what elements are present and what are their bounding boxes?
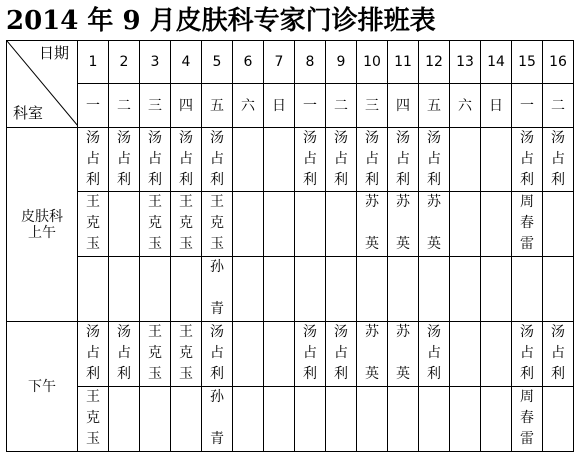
doctor-name: 汤 占 利: [86, 130, 100, 188]
schedule-cell: [419, 387, 450, 452]
schedule-cell: [264, 257, 295, 322]
schedule-cell: [512, 128, 543, 192]
weekday-cell: 五: [202, 84, 233, 128]
day-number-cell: 14: [481, 41, 512, 84]
day-number-cell: 3: [140, 41, 171, 84]
doctor-name: 汤 占 利: [551, 130, 565, 188]
schedule-cell: [202, 192, 233, 257]
schedule-cell: [450, 257, 481, 322]
doctor-name: 王 克 玉: [148, 194, 162, 252]
doctor-name: 孙 青: [210, 389, 224, 447]
weekday-cell: 三: [140, 84, 171, 128]
schedule-cell: [264, 192, 295, 257]
schedule-cell: [295, 257, 326, 322]
schedule-cell: [326, 257, 357, 322]
weekday-cell: 五: [419, 84, 450, 128]
schedule-cell: [202, 128, 233, 192]
schedule-cell: [481, 128, 512, 192]
schedule-cell: [326, 128, 357, 192]
doctor-name: 汤 占 利: [334, 324, 348, 382]
doctor-name: 汤 占 利: [148, 130, 162, 188]
weekday-cell: 二: [109, 84, 140, 128]
schedule-cell: [202, 322, 233, 387]
schedule-cell: [481, 257, 512, 322]
schedule-cell: [450, 322, 481, 387]
schedule-cell: [419, 257, 450, 322]
doctor-name: 周 春 雷: [520, 194, 534, 252]
schedule-cell: [264, 322, 295, 387]
day-number-cell: 16: [543, 41, 574, 84]
doctor-name: 汤 占 利: [520, 324, 534, 382]
schedule-cell: [512, 322, 543, 387]
schedule-cell: [388, 128, 419, 192]
schedule-cell: [357, 128, 388, 192]
schedule-cell: [78, 192, 109, 257]
schedule-cell: [543, 192, 574, 257]
day-number-cell: 6: [233, 41, 264, 84]
day-number-cell: 4: [171, 41, 202, 84]
weekday-cell: 三: [357, 84, 388, 128]
schedule-cell: [233, 128, 264, 192]
weekday-cell: 二: [326, 84, 357, 128]
doctor-name: 苏 英: [396, 194, 410, 252]
weekday-header-row: [7, 84, 574, 128]
doctor-name: 汤 占 利: [86, 324, 100, 382]
doctor-name: 汤 占 利: [396, 130, 410, 188]
schedule-cell: [109, 128, 140, 192]
doctor-name: 王 克 玉: [179, 194, 193, 252]
corner-header-cell: [7, 41, 78, 128]
schedule-cell: [202, 257, 233, 322]
dept-header-label: 科室: [13, 104, 44, 122]
schedule-cell: [450, 387, 481, 452]
weekday-cell: 日: [481, 84, 512, 128]
schedule-cell: [140, 322, 171, 387]
schedule-cell: [295, 192, 326, 257]
day-number-cell: 10: [357, 41, 388, 84]
schedule-cell: [109, 192, 140, 257]
schedule-cell: [326, 192, 357, 257]
schedule-cell: [481, 387, 512, 452]
schedule-cell: [171, 128, 202, 192]
schedule-cell: [512, 387, 543, 452]
schedule-cell: [233, 257, 264, 322]
schedule-cell: [202, 387, 233, 452]
schedule-cell: [109, 322, 140, 387]
schedule-cell: [233, 387, 264, 452]
schedule-row: [7, 322, 574, 387]
day-number-cell: 2: [109, 41, 140, 84]
schedule-cell: [388, 192, 419, 257]
doctor-name: 周 春 雷: [520, 389, 534, 447]
schedule-row: [7, 387, 574, 452]
doctor-name: 汤 占 利: [365, 130, 379, 188]
doctor-name: 王 克 玉: [148, 324, 162, 382]
doctor-name: 王 克 玉: [86, 389, 100, 447]
schedule-cell: [543, 387, 574, 452]
doctor-name: 汤 占 利: [334, 130, 348, 188]
weekday-cell: 二: [543, 84, 574, 128]
schedule-cell: [512, 257, 543, 322]
day-number-cell: 8: [295, 41, 326, 84]
schedule-cell: [171, 387, 202, 452]
day-number-cell: 9: [326, 41, 357, 84]
schedule-cell: [357, 192, 388, 257]
schedule-cell: [140, 387, 171, 452]
schedule-table: [6, 40, 574, 452]
session-name: 下午: [28, 378, 56, 395]
schedule-cell: [543, 128, 574, 192]
doctor-name: 王 克 玉: [86, 194, 100, 252]
day-number-cell: 11: [388, 41, 419, 84]
schedule-cell: [543, 257, 574, 322]
doctor-name: 汤 占 利: [520, 130, 534, 188]
schedule-cell: [78, 257, 109, 322]
doctor-name: 苏 英: [365, 324, 379, 382]
schedule-cell: [171, 192, 202, 257]
schedule-cell: [357, 257, 388, 322]
weekday-cell: 一: [512, 84, 543, 128]
doctor-name: 汤 占 利: [179, 130, 193, 188]
schedule-cell: [78, 387, 109, 452]
schedule-cell: [171, 257, 202, 322]
day-number-cell: 12: [419, 41, 450, 84]
schedule-cell: [140, 257, 171, 322]
doctor-name: 汤 占 利: [117, 130, 131, 188]
session-label-cell: [7, 322, 78, 452]
doctor-name: 汤 占 利: [303, 324, 317, 382]
schedule-row: [7, 257, 574, 322]
day-number-cell: 13: [450, 41, 481, 84]
schedule-row: [7, 192, 574, 257]
weekday-cell: 四: [388, 84, 419, 128]
doctor-name: 王 克 玉: [179, 324, 193, 382]
schedule-cell: [78, 128, 109, 192]
weekday-cell: 六: [233, 84, 264, 128]
schedule-cell: [543, 322, 574, 387]
day-number-cell: 1: [78, 41, 109, 84]
schedule-cell: [326, 322, 357, 387]
weekday-cell: 一: [78, 84, 109, 128]
schedule-cell: [326, 387, 357, 452]
schedule-cell: [388, 257, 419, 322]
schedule-row: [7, 128, 574, 192]
doctor-name: 苏 英: [365, 194, 379, 252]
dept-name: 皮肤科: [21, 208, 63, 225]
doctor-name: 汤 占 利: [427, 324, 441, 382]
schedule-cell: [357, 322, 388, 387]
weekday-cell: 一: [295, 84, 326, 128]
schedule-cell: [419, 128, 450, 192]
session-label-cell: [7, 128, 78, 322]
doctor-name: 汤 占 利: [210, 130, 224, 188]
date-header-row: [7, 41, 574, 84]
schedule-cell: [388, 322, 419, 387]
schedule-cell: [388, 387, 419, 452]
day-number-cell: 5: [202, 41, 233, 84]
doctor-name: 苏 英: [396, 324, 410, 382]
page-title: 2014 年 9 月皮肤科专家门诊排班表: [6, 6, 436, 36]
schedule-cell: [419, 322, 450, 387]
schedule-cell: [233, 192, 264, 257]
weekday-cell: 日: [264, 84, 295, 128]
schedule-cell: [78, 322, 109, 387]
weekday-cell: 六: [450, 84, 481, 128]
schedule-cell: [140, 192, 171, 257]
schedule-cell: [233, 322, 264, 387]
doctor-name: 汤 占 利: [117, 324, 131, 382]
schedule-cell: [357, 387, 388, 452]
schedule-cell: [419, 192, 450, 257]
schedule-cell: [295, 128, 326, 192]
schedule-cell: [140, 128, 171, 192]
schedule-cell: [450, 128, 481, 192]
day-number-cell: 7: [264, 41, 295, 84]
schedule-cell: [109, 257, 140, 322]
schedule-cell: [295, 387, 326, 452]
day-number-cell: 15: [512, 41, 543, 84]
schedule-cell: [481, 192, 512, 257]
session-name: 上午: [28, 224, 56, 241]
doctor-name: 汤 占 利: [210, 324, 224, 382]
schedule-cell: [109, 387, 140, 452]
weekday-cell: 四: [171, 84, 202, 128]
doctor-name: 汤 占 利: [303, 130, 317, 188]
date-header-label: 日期: [38, 44, 69, 62]
schedule-cell: [264, 128, 295, 192]
doctor-name: 汤 占 利: [427, 130, 441, 188]
schedule-cell: [171, 322, 202, 387]
schedule-cell: [512, 192, 543, 257]
schedule-cell: [481, 322, 512, 387]
doctor-name: 汤 占 利: [551, 324, 565, 382]
doctor-name: 孙 青: [210, 259, 224, 317]
schedule-cell: [264, 387, 295, 452]
doctor-name: 王 克 玉: [210, 194, 224, 252]
doctor-name: 苏 英: [427, 194, 441, 252]
schedule-cell: [450, 192, 481, 257]
schedule-cell: [295, 322, 326, 387]
